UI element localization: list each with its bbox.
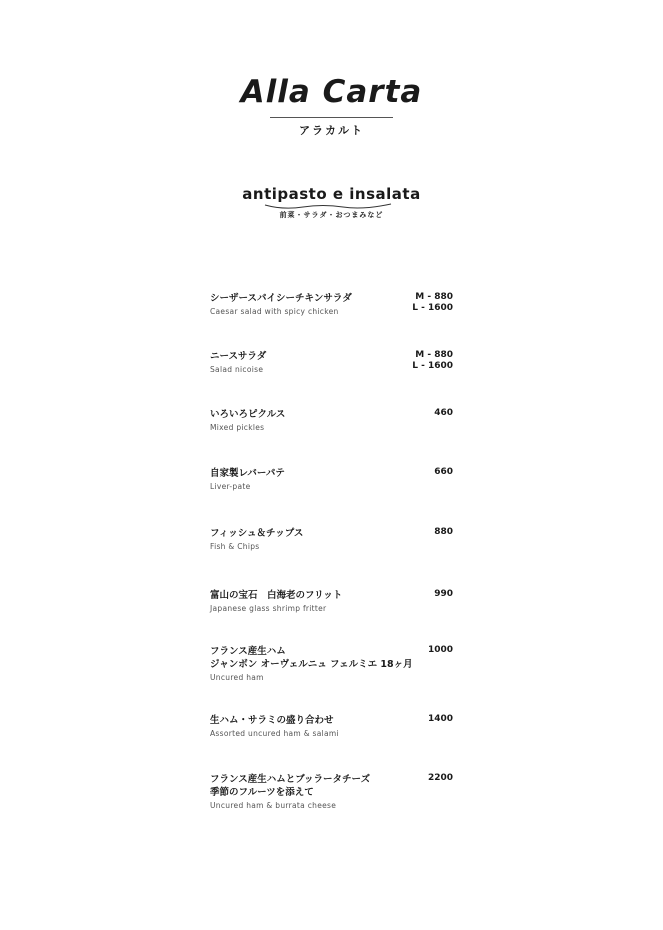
item-name-jp-line2: 季節のフルーツを添えて [210,787,314,798]
price-medium: M - 880 [415,292,453,302]
item-name-en: Uncured ham & burrata cheese [210,801,337,810]
item-price [412,350,453,372]
item-name-en: Japanese glass shrimp fritter [210,604,327,613]
item-name-jp: いろいろピクルス [210,409,286,420]
item-price [412,292,453,314]
item-price: 2200 [427,773,453,783]
price-large: L - 1600 [412,361,453,371]
price-medium: M - 880 [415,350,453,360]
item-name-en: Fish & Chips [210,542,260,551]
item-name-jp: フィッシュ＆チップス [210,528,304,539]
item-name-en: Salad nicoise [210,365,264,374]
menu-item [210,527,453,552]
item-name-jp: 生ハム・サラミの盛り合わせ [210,715,334,726]
item-price: 660 [434,467,453,477]
item-name-en: Assorted uncured ham & salami [210,729,339,738]
item-price: 460 [434,408,453,418]
item-price: 880 [434,527,453,537]
menu-item [210,645,453,683]
item-name-jp: ニースサラダ [210,351,267,362]
item-name-en: Liver-pate [210,482,251,491]
item-name-en: Mixed pickles [210,423,265,432]
item-price: 990 [434,589,453,599]
item-name-jp: フランス産生ハム [210,646,286,657]
title-divider [270,117,393,118]
section-title: antipasto e insalata [242,185,421,203]
menu-item [210,714,453,739]
menu-item [210,350,453,375]
menu-item [210,467,453,492]
item-name-jp: フランス産生ハムとブッラータチーズ [210,774,371,785]
menu-item [210,408,453,433]
item-name-en: Uncured ham [210,673,264,682]
item-price: 1000 [427,645,453,655]
item-price: 1400 [427,714,453,724]
item-name-jp-line2: ジャンボン オーヴェルニュ フェルミエ 18ヶ月 [210,659,413,670]
item-name-jp: 富山の宝石 白海老のフリット [210,590,343,601]
menu-item [210,589,453,614]
section-subtitle: 前菜・サラダ・おつまみなど [279,211,384,219]
menu-title: Alla Carta [240,74,423,110]
item-name-en: Caesar salad with spicy chicken [210,307,339,316]
item-name-jp: シーザースパイシーチキンサラダ [210,293,352,304]
menu-item [210,292,453,317]
price-large: L - 1600 [412,303,453,313]
item-name-jp: 自家製レバーパテ [210,468,285,479]
menu-item [210,773,453,811]
menu-subtitle: アラカルト [299,124,364,137]
